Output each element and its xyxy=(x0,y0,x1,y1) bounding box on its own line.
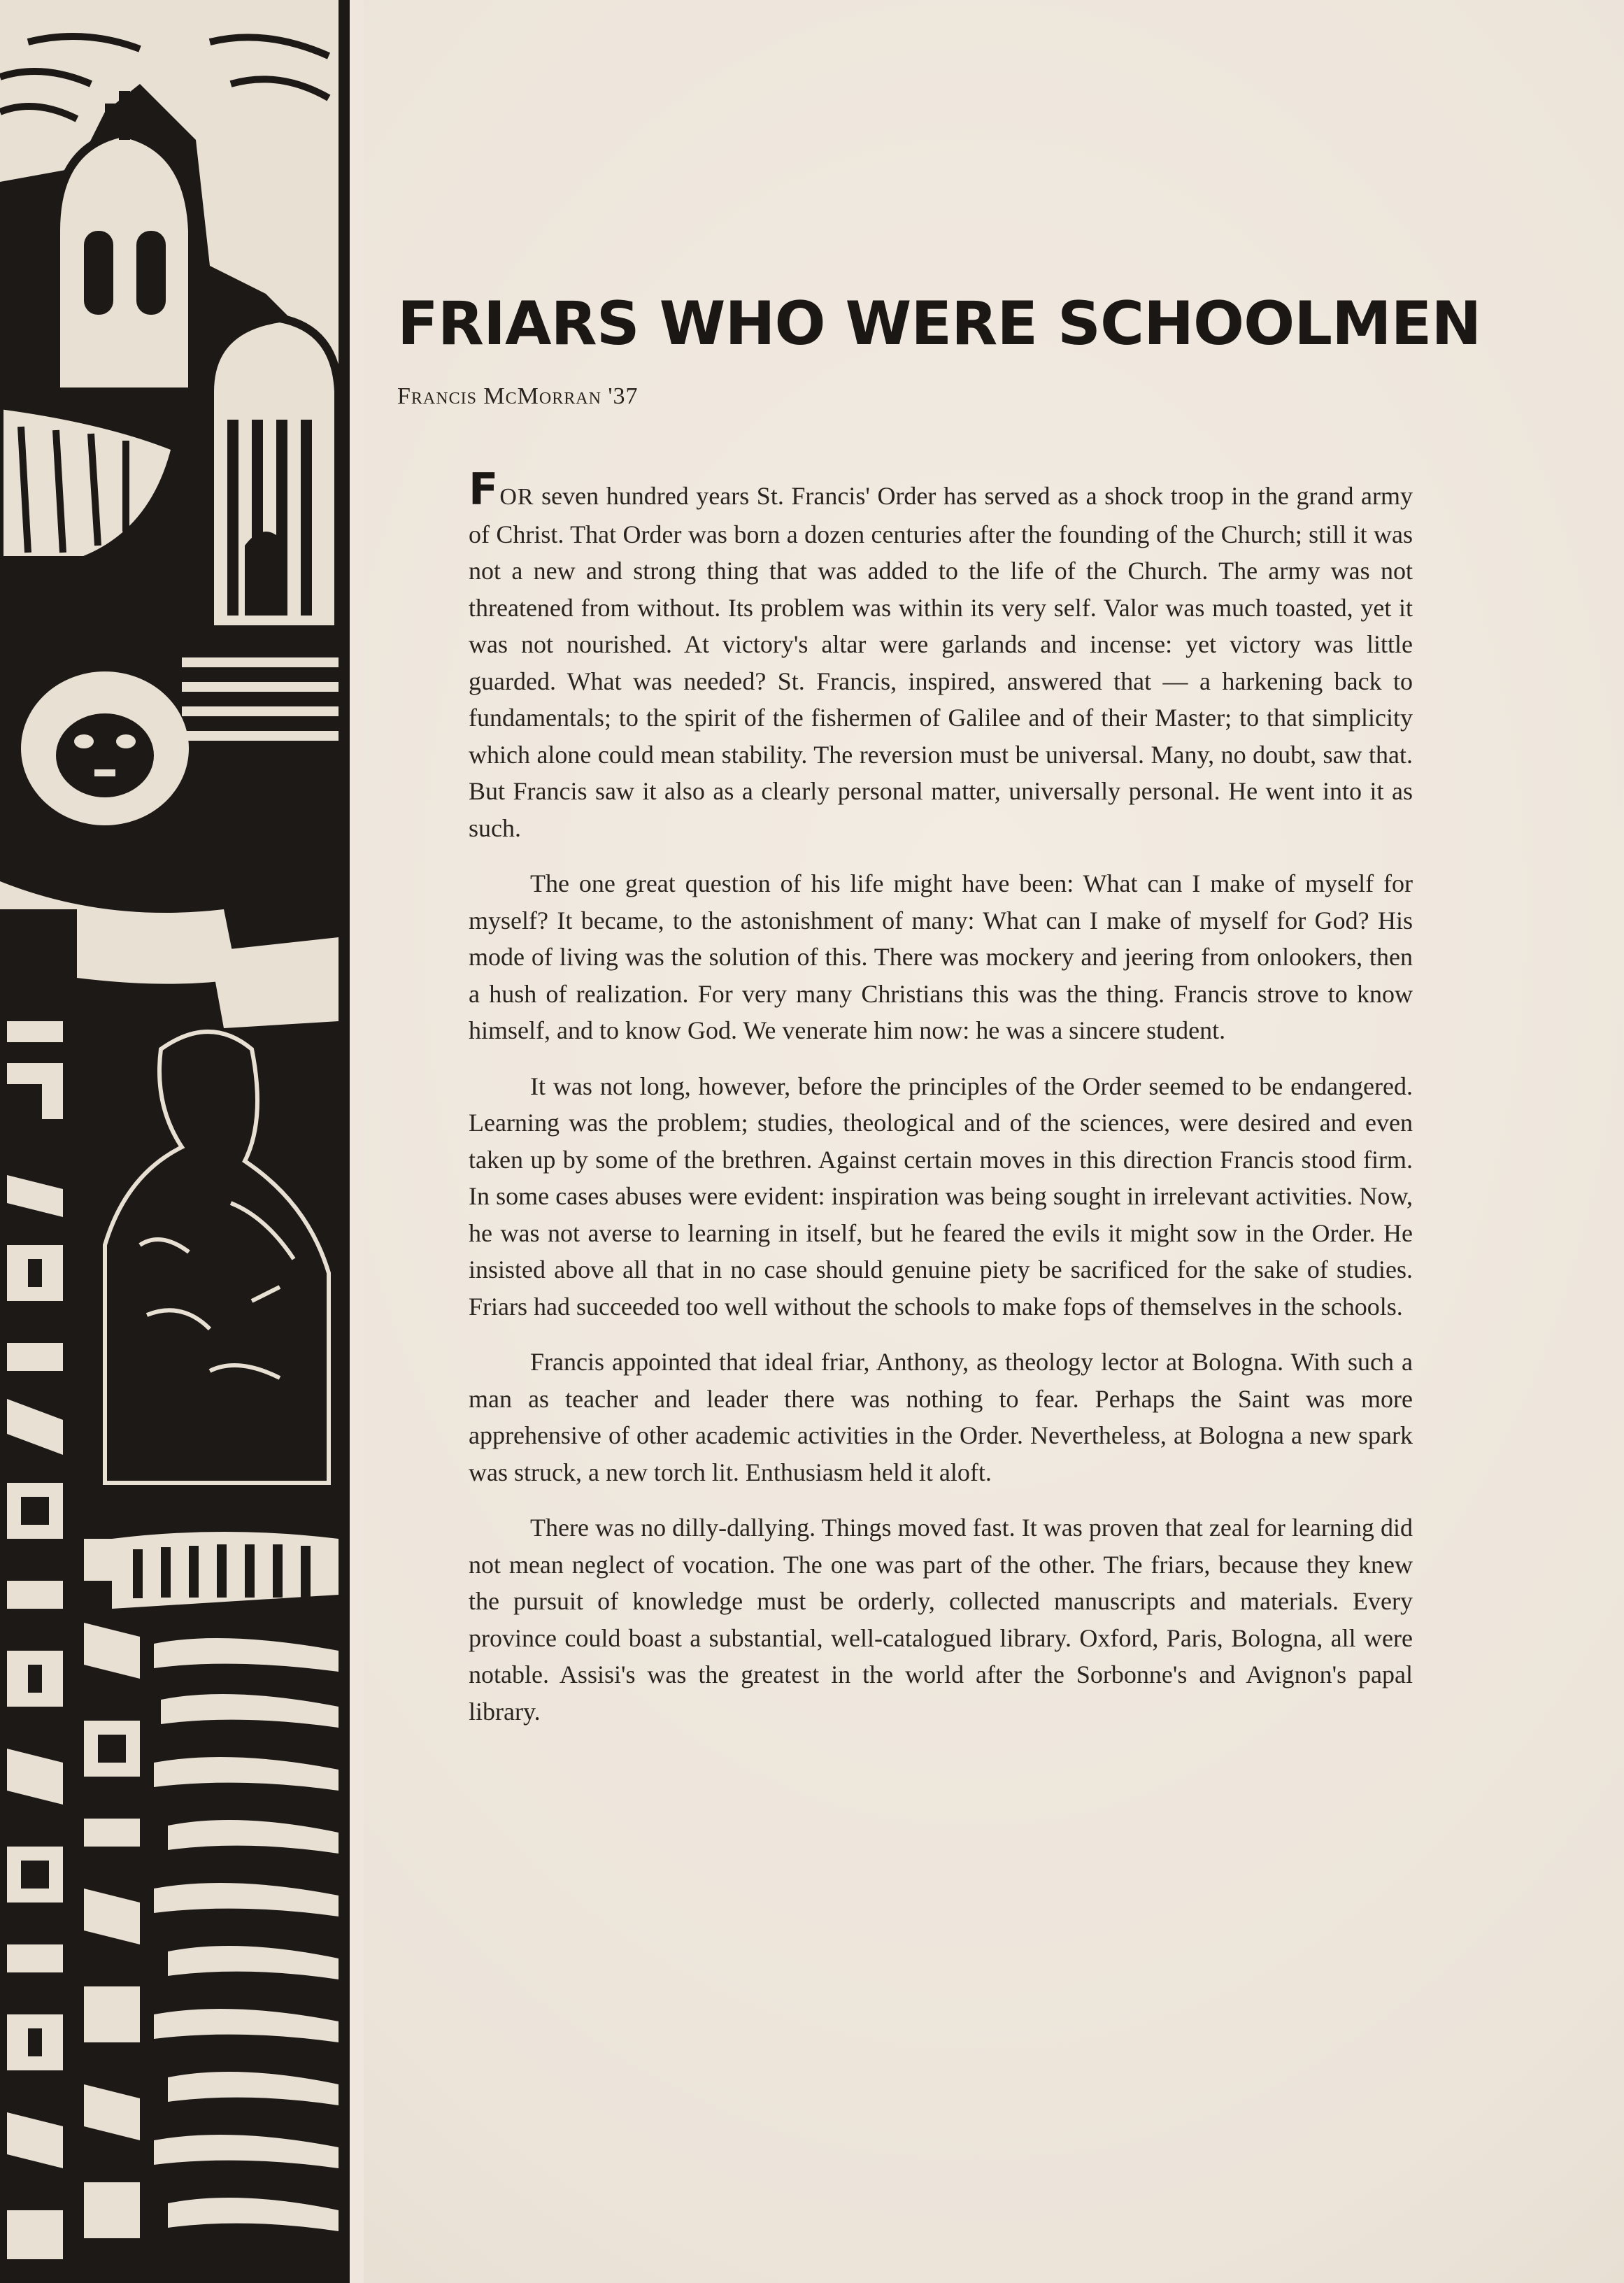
paragraph-4: Francis appointed that ideal friar, Anthony, as theology lector at Bologna. With such a man as teacher and leader there was nothing to fear. Perhaps the Saint was more apprehensive of other academic activities in the Order. Nevertheless, at Bologna a new spark was struck, a new torch lit. Enthusiasm held it aloft. xyxy=(469,1348,1413,1486)
paragraph-2: The one great question of his life might have been: What can I make of myself for myself? It became, to the astonishment of many: What can I make of myself for God? His mode of living was the solution of this. There was mockery and jeering from onlookers, then a hush of realization. For very many Christians this was the thing. Francis strove to know himself, and to know God. We venerate him now: he was a sincere student. xyxy=(469,869,1413,1044)
paragraph-1 xyxy=(469,464,1413,846)
woodcut-mission-friar-icon xyxy=(0,0,364,2283)
drop-cap: F xyxy=(469,464,499,515)
article-title: FRIARS WHO WERE SCHOOLMEN xyxy=(397,289,1481,359)
lead-word: OR xyxy=(499,484,534,510)
paragraph-3: It was not long, however, before the principles of the Order seemed to be endangered. Learning was the problem; studies, theological and of the sciences, were desired and even taken up by some of the brethren. Against certain moves in this direction Francis stood firm. In some cases abuses were evident: inspiration was being sought in irrelevant activities. Now, he was not averse to learning in itself, but he feared the evils it might sow in the Order. He insisted above all that in no case should genuine piety be sacrificed for the sake of studies. Friars had succeeded too well without the schools to make fops of themselves in the schools. xyxy=(469,1072,1413,1321)
article-body xyxy=(469,464,1413,1749)
paragraph-1-text: seven hundred years St. Francis' Order has served as a shock troop in the grand army of Christ. That Order was born a dozen centuries after the founding of the Church; still it was not a new and strong thing that was added to the life of the Church. The army was not threatened from without. Its problem was within its very self. Valor was much toasted, yet it was not nourished. At victory's altar were garlands and incense: yet victory was little guarded. What was needed? St. Francis, inspired, answered that — a harkening back to fundamentals; to the spirit of the fishermen of Galilee and of their Master; to that simplicity which alone could mean stability. The reversion must be universal. Many, no doubt, saw that. But Francis saw it also as a clearly personal matter, universally personal. He went into it as such. xyxy=(469,482,1413,842)
paragraph-5: There was no dilly-dallying. Things moved fast. It was proven that zeal for learning did not mean neglect of vocation. The one was part of the other. The friars, because they knew the pursuit of knowledge must be orderly, collected manuscripts and materials. Every province could boast a substantial, well-catalogued library. Oxford, Paris, Bologna, all were notable. Assisi's was the greatest in the world after the Sorbonne's and Avignon's papal library. xyxy=(469,1514,1413,1726)
article-byline: Francis McMorran '37 xyxy=(397,383,639,409)
article-header xyxy=(397,289,1481,410)
